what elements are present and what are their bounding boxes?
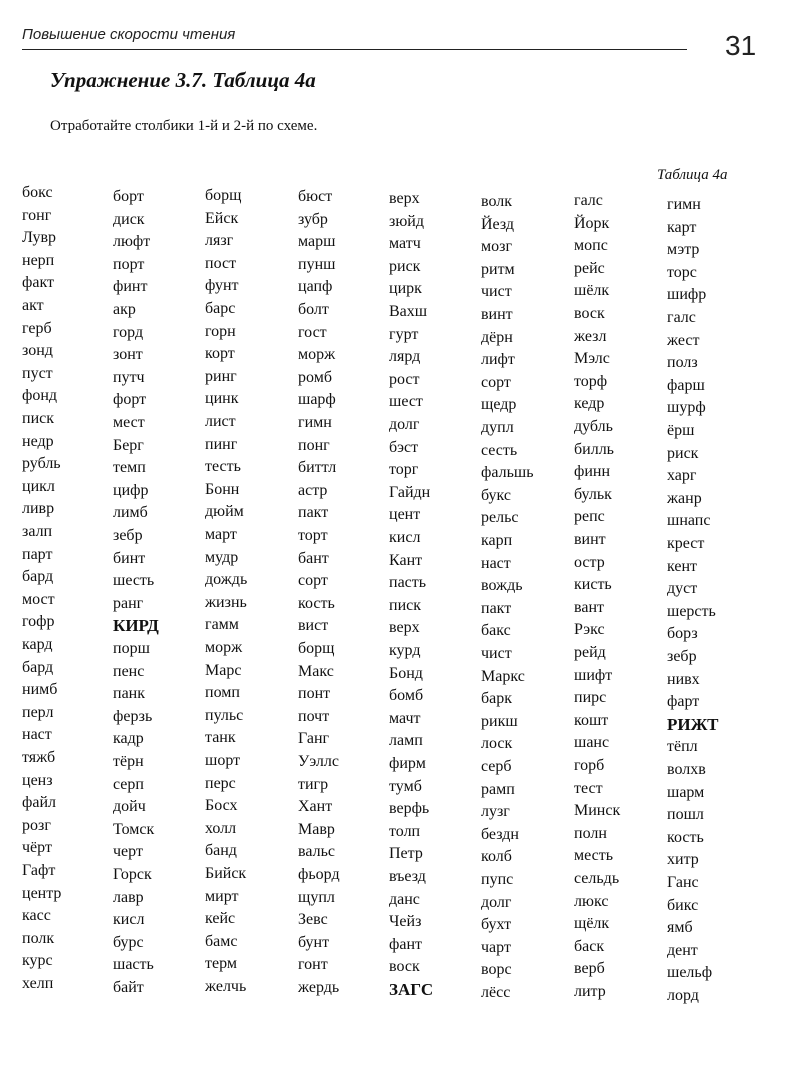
word-cell: зубр xyxy=(298,210,328,228)
word-cell: ЗАГС xyxy=(389,980,434,999)
word-cell: кость xyxy=(667,828,704,846)
word-cell: шифт xyxy=(574,666,613,684)
word-cell: бакс xyxy=(481,622,511,640)
word-cell: пошл xyxy=(667,806,704,824)
word-cell: зюйд xyxy=(389,212,424,230)
word-cell: остр xyxy=(574,553,605,571)
word-cell: щёлк xyxy=(574,915,610,933)
word-cell: тёрн xyxy=(113,753,144,770)
word-cell: щедр xyxy=(481,396,517,414)
word-cell: дуст xyxy=(667,580,698,598)
word-cell: лист xyxy=(205,413,236,430)
word-cell: борз xyxy=(667,625,698,643)
word-cell: помп xyxy=(205,684,240,702)
exercise-instruction: Отработайте столбики 1-й и 2-й по схеме. xyxy=(50,118,318,134)
word-cell: горб xyxy=(574,757,605,774)
word-cell: Ганс xyxy=(667,874,699,891)
word-cell: танк xyxy=(205,729,236,747)
word-cell: полз xyxy=(667,354,698,372)
word-cell: писк xyxy=(22,410,54,427)
word-cell: лузг xyxy=(481,803,510,821)
word-cell: тёпл xyxy=(667,738,698,756)
word-cell: бант xyxy=(298,549,329,567)
word-cell: дент xyxy=(667,941,698,959)
word-cell: кисть xyxy=(574,576,612,594)
word-cell: Бонд xyxy=(389,664,423,682)
word-cell: сорт xyxy=(298,572,328,590)
word-cell: харг xyxy=(667,467,697,485)
word-cell: черт xyxy=(113,843,143,861)
word-cell: ценз xyxy=(22,771,53,789)
word-cell: шифр xyxy=(667,286,707,304)
word-cell: фарт xyxy=(667,693,700,711)
word-cell: Берг xyxy=(113,436,144,454)
word-cell: вист xyxy=(298,617,329,635)
word-cell: литр xyxy=(574,983,606,1000)
word-cell: ямб xyxy=(667,919,693,937)
word-cell: бюст xyxy=(298,188,333,205)
word-cell: терм xyxy=(205,955,237,973)
word-cell: путч xyxy=(113,368,145,386)
word-cell: Макс xyxy=(298,662,334,680)
page-number: 31 xyxy=(725,30,757,61)
word-cell: шарм xyxy=(667,783,705,801)
word-cell: шнапс xyxy=(667,512,711,530)
word-cell: сорт xyxy=(481,373,511,391)
word-cell: Мэлс xyxy=(574,350,610,368)
word-cell: марш xyxy=(298,233,336,251)
word-cell: лорд xyxy=(667,987,699,1004)
word-cell: наст xyxy=(22,726,52,744)
word-cell: тесть xyxy=(205,458,241,476)
word-cell: гост xyxy=(298,323,327,341)
word-cell: шесть xyxy=(113,572,155,590)
word-cell: перс xyxy=(205,774,236,792)
word-cell: лоск xyxy=(481,735,513,753)
word-cell: Маркс xyxy=(481,667,525,685)
word-cell: шурф xyxy=(667,399,706,417)
word-cell: люкс xyxy=(574,892,609,910)
word-cell: галс xyxy=(574,192,603,209)
word-cell: темп xyxy=(113,459,146,477)
word-cell: цикл xyxy=(22,477,55,495)
word-cell: борщ xyxy=(298,640,335,657)
word-cell: Кант xyxy=(389,551,423,569)
word-cell: Петр xyxy=(389,845,423,863)
word-cell: лярд xyxy=(389,348,421,366)
word-cell: щупл xyxy=(298,888,335,906)
word-cell: Босх xyxy=(205,797,238,815)
word-cell: морж xyxy=(205,639,243,656)
word-cell: мест xyxy=(113,414,145,431)
word-cell: банд xyxy=(205,842,237,860)
word-cell: финт xyxy=(113,278,148,296)
word-cell: кейс xyxy=(205,910,236,928)
word-cell: риск xyxy=(389,257,421,275)
word-cell: ранг xyxy=(113,594,144,612)
word-cell: рост xyxy=(389,370,420,388)
word-cell: мэтр xyxy=(667,241,700,259)
word-cell: тумб xyxy=(389,777,422,795)
word-cell: болт xyxy=(298,301,329,318)
word-cell: порт xyxy=(113,255,145,273)
word-cell: Бонн xyxy=(205,480,240,498)
word-cell: борщ xyxy=(205,187,242,204)
word-cell: лязг xyxy=(205,232,234,250)
word-cell: Вахш xyxy=(389,303,428,320)
word-cell: кент xyxy=(667,557,698,575)
word-cell: курс xyxy=(22,952,53,970)
word-cell: байт xyxy=(113,979,144,996)
word-cell: бард xyxy=(22,658,54,676)
word-cell: мозг xyxy=(481,238,513,256)
word-cell: Ейск xyxy=(205,209,239,227)
word-cell: полк xyxy=(22,929,55,947)
word-cell: бамс xyxy=(205,932,238,950)
word-cell: розг xyxy=(22,816,51,834)
word-cell: барс xyxy=(205,300,236,317)
word-cell: акт xyxy=(22,297,44,314)
word-cell: зонт xyxy=(113,346,143,364)
word-cell: форт xyxy=(113,391,147,409)
word-cell: понг xyxy=(298,436,330,454)
word-cell: колб xyxy=(481,848,512,866)
word-cell: финн xyxy=(574,463,611,481)
word-cell: кошт xyxy=(574,711,609,729)
word-cell: шёлк xyxy=(574,282,610,300)
word-cell: Бийск xyxy=(205,865,247,882)
word-cell: шест xyxy=(389,393,423,411)
word-cell: наст xyxy=(481,554,511,572)
word-cell: ламп xyxy=(389,732,423,750)
word-cell: барк xyxy=(481,690,513,708)
word-cell: вождь xyxy=(481,577,523,595)
word-cell: порш xyxy=(113,640,150,657)
word-cell: ринг xyxy=(205,367,237,385)
word-cell: мудр xyxy=(205,548,239,566)
word-cell: букс xyxy=(481,486,512,504)
word-cell: герб xyxy=(22,319,52,337)
word-cell: холл xyxy=(205,819,237,837)
word-cell: перл xyxy=(22,703,54,721)
word-cell: пост xyxy=(205,254,237,272)
word-cell: кард xyxy=(22,636,53,653)
word-cell: кость xyxy=(298,594,335,612)
word-cell: Чейз xyxy=(389,913,422,931)
word-cell: торт xyxy=(298,527,328,544)
word-cell: нивх xyxy=(667,670,700,688)
word-cell: крест xyxy=(667,535,705,552)
word-cell: факт xyxy=(22,274,55,292)
word-cell: жест xyxy=(667,331,700,349)
word-cell: рамп xyxy=(481,780,515,798)
word-cell: Гафт xyxy=(22,862,56,879)
word-cell: винт xyxy=(481,306,513,323)
word-cell: тяжб xyxy=(22,749,56,766)
word-cell: горн xyxy=(205,322,236,340)
word-cell: тигр xyxy=(298,775,329,793)
word-cell: РИЖТ xyxy=(667,714,719,734)
running-head: Повышение скорости чтения xyxy=(22,26,236,43)
word-cell: недр xyxy=(22,432,54,450)
word-cell: Зевс xyxy=(298,911,328,929)
word-cell: риск xyxy=(667,444,699,462)
word-cell: торф xyxy=(574,372,608,390)
word-cell: желчь xyxy=(205,978,247,995)
word-cell: мопс xyxy=(574,237,608,255)
word-cell: парт xyxy=(22,545,53,563)
word-cell: фант xyxy=(389,935,423,953)
word-cell: бэст xyxy=(389,438,419,456)
word-cell: бухт xyxy=(481,916,512,934)
word-cell: биттл xyxy=(298,459,337,477)
word-cell: бездн xyxy=(481,825,519,843)
word-cell: шарф xyxy=(298,391,336,409)
word-cell: лифт xyxy=(481,351,515,369)
word-cell: залп xyxy=(22,523,53,540)
word-cell: гонт xyxy=(298,956,328,974)
word-cell: Минск xyxy=(574,802,621,820)
word-cell: фьорд xyxy=(298,866,340,883)
word-cell: курд xyxy=(389,642,421,659)
word-cell: волк xyxy=(481,193,512,210)
word-cell: винт xyxy=(574,531,606,548)
word-cell: полн xyxy=(574,824,607,842)
word-cell: серб xyxy=(481,758,512,775)
word-cell: ритм xyxy=(481,260,515,278)
word-cell: ромб xyxy=(298,368,332,386)
word-cell: репс xyxy=(574,508,605,526)
word-cell: хелп xyxy=(22,975,54,992)
word-cell: пульс xyxy=(205,706,244,724)
word-cell: бард xyxy=(22,568,54,586)
word-cell: бикс xyxy=(667,896,699,914)
word-cell: Йорк xyxy=(574,214,610,232)
word-cell: ливр xyxy=(22,500,55,518)
word-cell: гимн xyxy=(667,196,701,213)
word-cell: файл xyxy=(22,794,57,812)
word-cell: шасть xyxy=(113,956,154,974)
word-cell: билль xyxy=(574,440,614,458)
word-cell: пирс xyxy=(574,689,607,707)
word-cell: ворс xyxy=(481,961,512,979)
word-cell: Рэкс xyxy=(574,621,605,639)
word-cell: мост xyxy=(22,590,55,608)
word-cell: Йезд xyxy=(481,215,515,233)
word-cell: цирк xyxy=(389,280,422,298)
word-cell: шерсть xyxy=(667,602,716,620)
word-cell: фунт xyxy=(205,277,239,295)
word-cell: лёсс xyxy=(481,984,511,1001)
word-cell: карт xyxy=(667,218,697,236)
word-cell: шорт xyxy=(205,752,241,769)
word-cell: баск xyxy=(574,937,605,955)
word-cell: бурс xyxy=(113,933,144,951)
word-cell: сельдь xyxy=(574,870,620,887)
word-cell: горд xyxy=(113,323,144,341)
word-cell: пинг xyxy=(205,435,238,453)
word-cell: зебр xyxy=(667,648,697,665)
word-cell: гурт xyxy=(389,325,419,343)
word-cell: верб xyxy=(574,960,605,978)
word-cell: месть xyxy=(574,847,614,865)
word-cell: пакт xyxy=(481,599,512,617)
word-cell: пуст xyxy=(22,364,53,382)
word-cell: чист xyxy=(481,283,512,301)
word-cell: КИРД xyxy=(113,616,159,636)
word-cell: волхв xyxy=(667,761,706,778)
word-cell: Уэллс xyxy=(298,753,339,770)
table-caption: Таблица 4а xyxy=(657,167,728,183)
word-cell: пасть xyxy=(389,574,427,592)
word-cell: хитр xyxy=(667,851,699,869)
word-cell: дёрн xyxy=(481,328,513,346)
word-cell: чёрт xyxy=(22,839,52,857)
word-cell: дубль xyxy=(574,418,613,435)
word-cell: жезл xyxy=(574,327,607,345)
word-cell: цапф xyxy=(298,278,333,296)
word-cell: центр xyxy=(22,884,62,902)
word-cell: цент xyxy=(389,506,421,524)
word-cell: Хант xyxy=(298,798,333,816)
word-cell: верфь xyxy=(389,800,430,818)
word-cell: бинт xyxy=(113,549,146,567)
word-cell: матч xyxy=(389,235,421,253)
word-cell: торг xyxy=(389,461,419,479)
word-cell: рикш xyxy=(481,712,518,730)
word-cell: лимб xyxy=(113,504,148,522)
word-cell: рубль xyxy=(22,455,61,473)
word-cell: верх xyxy=(389,190,420,207)
word-cell: пунш xyxy=(298,255,336,273)
word-cell: Лувр xyxy=(22,229,57,247)
word-cell: шельф xyxy=(667,964,713,982)
word-cell: вальс xyxy=(298,843,335,861)
word-cell: верх xyxy=(389,619,420,637)
word-cell: рельс xyxy=(481,509,519,527)
word-cell: фонд xyxy=(22,387,58,405)
word-cell: въезд xyxy=(389,868,426,885)
word-cell: чарт xyxy=(481,938,511,956)
word-cell: сесть xyxy=(481,441,518,459)
word-cell: Марс xyxy=(205,661,242,679)
word-cell: бокс xyxy=(22,184,53,201)
word-cell: галс xyxy=(667,309,696,326)
word-cell: шанс xyxy=(574,734,610,752)
word-cell: кедр xyxy=(574,395,605,413)
word-cell: пупс xyxy=(481,871,514,888)
word-cell: кисл xyxy=(389,529,421,546)
word-cell: гамм xyxy=(205,616,239,634)
word-cell: писк xyxy=(389,596,421,614)
word-cell: дойч xyxy=(113,798,146,816)
word-cell: лавр xyxy=(113,888,144,906)
word-cell: вант xyxy=(574,598,604,616)
word-cell: акр xyxy=(113,301,136,318)
word-cell: дождь xyxy=(205,571,248,589)
word-cell: ёрш xyxy=(667,422,695,439)
word-cell: торс xyxy=(667,263,697,281)
word-cell: зонд xyxy=(22,342,53,360)
word-cell: борт xyxy=(113,188,144,205)
word-cell: зебр xyxy=(113,527,143,544)
word-cell: кадр xyxy=(113,730,144,748)
word-cell: воск xyxy=(389,958,420,976)
word-cell: гимн xyxy=(298,414,332,431)
word-cell: Томск xyxy=(113,820,155,838)
word-cell: Гайдн xyxy=(389,483,431,501)
word-cell: морж xyxy=(298,346,336,364)
word-cell: бомб xyxy=(389,687,424,705)
word-cell: астр xyxy=(298,481,328,499)
word-cell: почт xyxy=(298,707,330,725)
word-cell: долг xyxy=(389,416,420,433)
word-cell: люфт xyxy=(113,233,151,251)
word-cell: карп xyxy=(481,532,513,549)
word-cell: бульк xyxy=(574,485,612,503)
word-cell: Мавр xyxy=(298,820,335,838)
word-cell: серп xyxy=(113,775,144,793)
word-cell: данс xyxy=(389,890,420,908)
word-cell: нимб xyxy=(22,681,58,699)
word-cell: мачт xyxy=(389,709,421,727)
word-cell: бунт xyxy=(298,933,330,951)
word-cell: жизнь xyxy=(205,593,247,611)
word-cell: пакт xyxy=(298,504,329,522)
word-cell: фирм xyxy=(389,755,426,772)
word-cell: рейд xyxy=(574,644,606,661)
word-cell: мирт xyxy=(205,887,239,905)
word-cell: тест xyxy=(574,779,603,797)
word-cell: цинк xyxy=(205,390,239,408)
word-cell: гофр xyxy=(22,613,55,631)
word-cell: чист xyxy=(481,645,512,662)
word-cell: фальшь xyxy=(481,464,534,482)
word-cell: диск xyxy=(113,210,145,228)
word-cell: толп xyxy=(389,822,421,840)
word-cell: дюйм xyxy=(205,503,244,521)
word-cell: панк xyxy=(113,685,145,703)
word-cell: цифр xyxy=(113,481,149,499)
word-cell: жанр xyxy=(667,489,702,507)
word-cell: Ганг xyxy=(298,730,330,748)
word-cell: рейс xyxy=(574,259,605,277)
word-cell: корт xyxy=(205,345,235,363)
word-cell: фарш xyxy=(667,376,705,394)
word-cell: март xyxy=(205,526,237,543)
word-cell: дупл xyxy=(481,419,514,436)
word-cell: нерп xyxy=(22,251,55,269)
word-cell: кисл xyxy=(113,911,145,929)
word-cell: Горск xyxy=(113,866,152,883)
exercise-title: Упражнение 3.7. Таблица 4а xyxy=(50,68,316,92)
word-cell: гонг xyxy=(22,206,52,224)
word-cell: касс xyxy=(22,907,51,925)
word-cell: воск xyxy=(574,305,605,322)
word-cell: долг xyxy=(481,893,512,911)
word-cell: ферзь xyxy=(113,707,153,725)
word-cell: жердь xyxy=(298,979,340,996)
word-cell: пенс xyxy=(113,662,145,680)
word-cell: понт xyxy=(298,685,331,703)
